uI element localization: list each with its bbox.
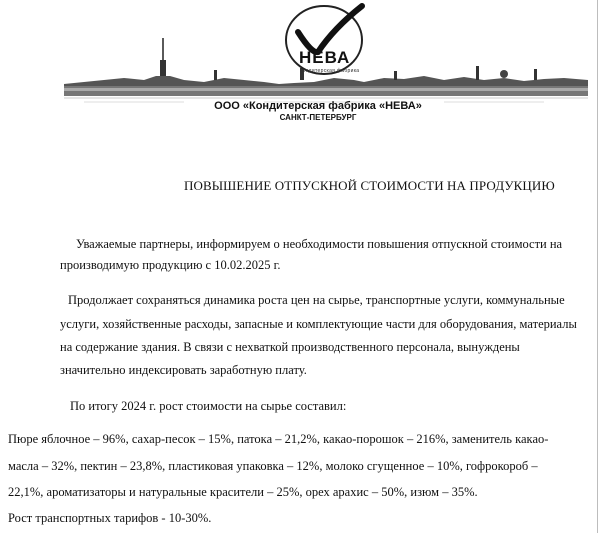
paragraph-line: Уважаемые партнеры, информируем о необходимости повышения отпускной стоимости на <box>76 237 563 251</box>
paragraph-line: По итогу 2024 г. рост стоимости на сырье составил: <box>70 399 347 413</box>
company-city: САНКТ-ПЕТЕРБУРГ <box>279 113 357 122</box>
paragraph-line: на содержание здания. В связи с нехваткой производственного персонала, вынуждены <box>60 340 520 354</box>
logo-subtitle: кондитерская фабрика <box>300 68 360 74</box>
page-edge <box>597 0 598 533</box>
document-title: ПОВЫШЕНИЕ ОТПУСКНОЙ СТОИМОСТИ НА ПРОДУКЦИЮ <box>184 178 555 193</box>
paragraph-line: Продолжает сохраняться динамика роста цен на сырье, транспортные услуги, коммунальные <box>68 293 565 307</box>
paragraph-line: 22,1%, ароматизаторы и натуральные красители – 25%, орех арахис – 50%, изюм – 35%. <box>8 485 478 499</box>
paragraph-line: масла – 32%, пектин – 23,8%, пластиковая упаковка – 12%, молоко сгущенное – 10%, гофрокороб – <box>8 459 538 473</box>
paragraph-line: услуги, хозяйственные расходы, запасные и комплектующие части для оборудования, материалы <box>60 317 577 331</box>
paragraph-line: производимую продукцию с 10.02.2025 г. <box>60 258 281 272</box>
logo-wordmark: НЕВА <box>299 48 351 67</box>
paragraph-line: Рост транспортных тарифов - 10-30%. <box>8 511 212 525</box>
paragraph-line: Пюре яблочное – 96%, сахар-песок – 15%, патока – 21,2%, какао-порошок – 216%, заменитель какао- <box>8 432 549 446</box>
company-name: ООО «Кондитерская фабрика «НЕВА» <box>214 100 422 112</box>
paragraph-line: значительно индексировать заработную плату. <box>60 363 307 377</box>
